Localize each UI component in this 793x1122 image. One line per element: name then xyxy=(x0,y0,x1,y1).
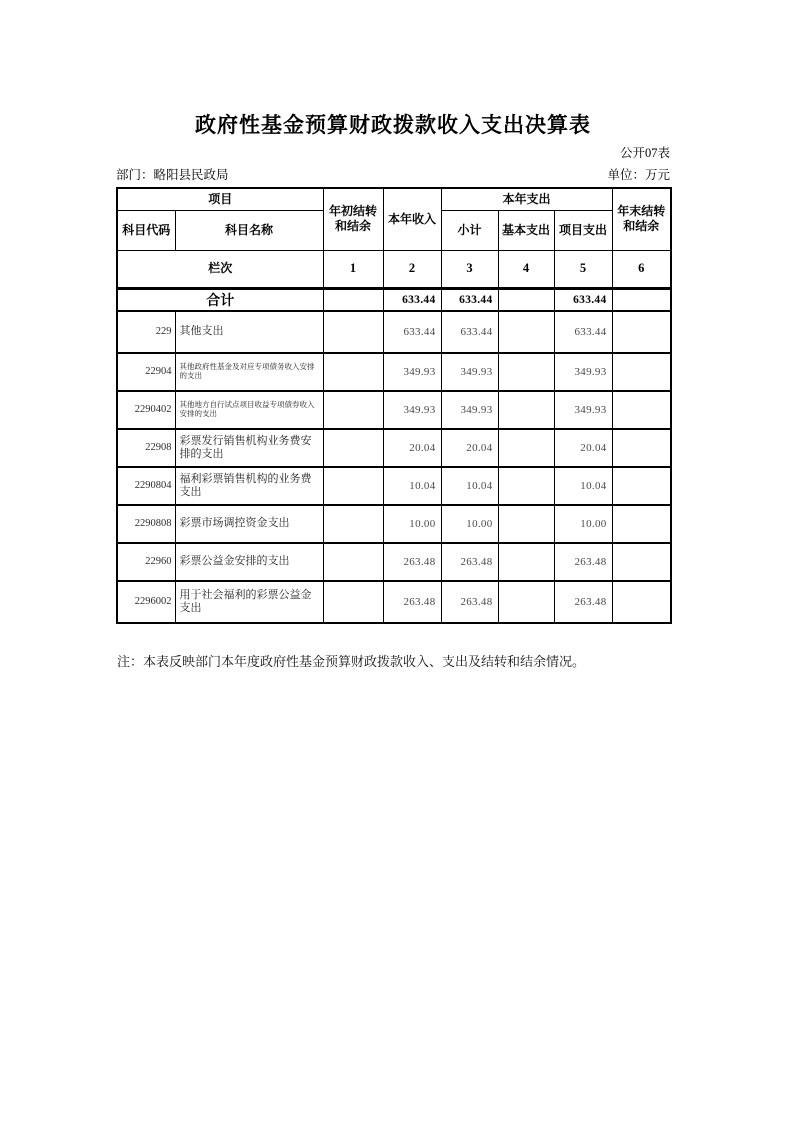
header-closing-balance: 年末结转和结余 xyxy=(612,188,671,250)
header-opening-balance: 年初结转和结余 xyxy=(323,188,383,250)
opening-balance-cell xyxy=(323,311,383,353)
subject-code-cell: 22908 xyxy=(117,429,175,467)
total-income: 633.44 xyxy=(383,288,441,311)
subject-name-cell: 彩票公益金安排的支出 xyxy=(175,543,323,581)
income-cell: 10.00 xyxy=(383,505,441,543)
basic-expenditure-cell xyxy=(498,429,554,467)
subtotal-cell: 349.93 xyxy=(441,391,498,429)
column-index-2: 2 xyxy=(383,250,441,288)
subject-name-cell: 福利彩票销售机构的业务费支出 xyxy=(175,467,323,505)
income-cell: 633.44 xyxy=(383,311,441,353)
subject-code-cell: 2296002 xyxy=(117,581,175,623)
table-row xyxy=(117,505,671,543)
closing-balance-cell xyxy=(612,581,671,623)
closing-balance-cell xyxy=(612,353,671,391)
subtotal-cell: 10.00 xyxy=(441,505,498,543)
closing-balance-cell xyxy=(612,467,671,505)
form-number: 公开07表 xyxy=(619,146,670,160)
basic-expenditure-cell xyxy=(498,311,554,353)
table-row xyxy=(117,391,671,429)
income-cell: 349.93 xyxy=(383,391,441,429)
basic-expenditure-cell xyxy=(498,581,554,623)
column-index-5: 5 xyxy=(554,250,612,288)
opening-balance-cell xyxy=(323,543,383,581)
opening-balance-cell xyxy=(323,581,383,623)
table-row xyxy=(117,311,671,353)
closing-balance-cell xyxy=(612,543,671,581)
income-cell: 263.48 xyxy=(383,543,441,581)
income-cell: 20.04 xyxy=(383,429,441,467)
header-basic-expenditure: 基本支出 xyxy=(498,210,554,250)
total-row xyxy=(117,288,671,311)
department-label: 部门：略阳县民政局 xyxy=(116,168,229,182)
subject-code-cell: 229 xyxy=(117,311,175,353)
subject-name-cell: 其他支出 xyxy=(175,311,323,353)
header-current-year-income: 本年收入 xyxy=(383,188,441,250)
project-expenditure-cell: 349.93 xyxy=(554,353,612,391)
table-row xyxy=(117,581,671,623)
column-index-6: 6 xyxy=(612,250,671,288)
table-header-row-1 xyxy=(117,188,671,210)
opening-balance-cell xyxy=(323,467,383,505)
basic-expenditure-cell xyxy=(498,543,554,581)
subject-code-cell: 2290804 xyxy=(117,467,175,505)
column-index-3: 3 xyxy=(441,250,498,288)
opening-balance-cell xyxy=(323,391,383,429)
header-current-year-expenditure-group: 本年支出 xyxy=(441,188,612,210)
project-expenditure-cell: 263.48 xyxy=(554,543,612,581)
document-content xyxy=(116,0,670,1122)
subject-code-cell: 2290808 xyxy=(117,505,175,543)
opening-balance-cell xyxy=(323,353,383,391)
subject-code-cell: 2290402 xyxy=(117,391,175,429)
subject-name-cell: 其他地方自行试点项目收益专项债券收入安排的支出 xyxy=(175,391,323,429)
total-subtotal: 633.44 xyxy=(441,288,498,311)
total-opening-balance xyxy=(323,288,383,311)
page-title: 政府性基金预算财政拨款收入支出决算表 xyxy=(195,114,591,137)
column-index-1: 1 xyxy=(323,250,383,288)
basic-expenditure-cell xyxy=(498,505,554,543)
basic-expenditure-cell xyxy=(498,353,554,391)
unit-label: 单位：万元 xyxy=(607,168,670,182)
fund-budget-table xyxy=(116,187,672,624)
table-row xyxy=(117,467,671,505)
header-project-group: 项目 xyxy=(117,188,323,210)
header-subtotal: 小计 xyxy=(441,210,498,250)
header-subject-name: 科目名称 xyxy=(175,210,323,250)
column-index-4: 4 xyxy=(498,250,554,288)
subject-name-cell: 其他政府性基金及对应专项债务收入安排的支出 xyxy=(175,353,323,391)
closing-balance-cell xyxy=(612,391,671,429)
subtotal-cell: 263.48 xyxy=(441,543,498,581)
table-row xyxy=(117,429,671,467)
project-expenditure-cell: 10.00 xyxy=(554,505,612,543)
subject-name-cell: 用于社会福利的彩票公益金支出 xyxy=(175,581,323,623)
subtotal-cell: 263.48 xyxy=(441,581,498,623)
project-expenditure-cell: 10.04 xyxy=(554,467,612,505)
header-project-expenditure: 项目支出 xyxy=(554,210,612,250)
header-subject-code: 科目代码 xyxy=(117,210,175,250)
project-expenditure-cell: 20.04 xyxy=(554,429,612,467)
total-project-expenditure: 633.44 xyxy=(554,288,612,311)
table-row xyxy=(117,353,671,391)
closing-balance-cell xyxy=(612,429,671,467)
closing-balance-cell xyxy=(612,311,671,353)
opening-balance-cell xyxy=(323,429,383,467)
subtotal-cell: 633.44 xyxy=(441,311,498,353)
project-expenditure-cell: 349.93 xyxy=(554,391,612,429)
income-cell: 349.93 xyxy=(383,353,441,391)
total-label: 合计 xyxy=(117,288,323,311)
basic-expenditure-cell xyxy=(498,467,554,505)
total-basic-expenditure xyxy=(498,288,554,311)
subtotal-cell: 20.04 xyxy=(441,429,498,467)
column-index-label: 栏次 xyxy=(117,250,323,288)
opening-balance-cell xyxy=(323,505,383,543)
total-closing-balance xyxy=(612,288,671,311)
subtotal-cell: 349.93 xyxy=(441,353,498,391)
subject-name-cell: 彩票市场调控资金支出 xyxy=(175,505,323,543)
income-cell: 10.04 xyxy=(383,467,441,505)
subject-name-cell: 彩票发行销售机构业务费安排的支出 xyxy=(175,429,323,467)
income-cell: 263.48 xyxy=(383,581,441,623)
dept-unit-row xyxy=(116,165,670,183)
project-expenditure-cell: 263.48 xyxy=(554,581,612,623)
column-index-row xyxy=(117,250,671,288)
subject-code-cell: 22960 xyxy=(117,543,175,581)
subtotal-cell: 10.04 xyxy=(441,467,498,505)
basic-expenditure-cell xyxy=(498,391,554,429)
note-text: 注：本表反映部门本年度政府性基金预算财政拨款收入、支出及结转和结余情况。 xyxy=(117,654,586,669)
table-row xyxy=(117,543,671,581)
subject-code-cell: 22904 xyxy=(117,353,175,391)
closing-balance-cell xyxy=(612,505,671,543)
project-expenditure-cell: 633.44 xyxy=(554,311,612,353)
